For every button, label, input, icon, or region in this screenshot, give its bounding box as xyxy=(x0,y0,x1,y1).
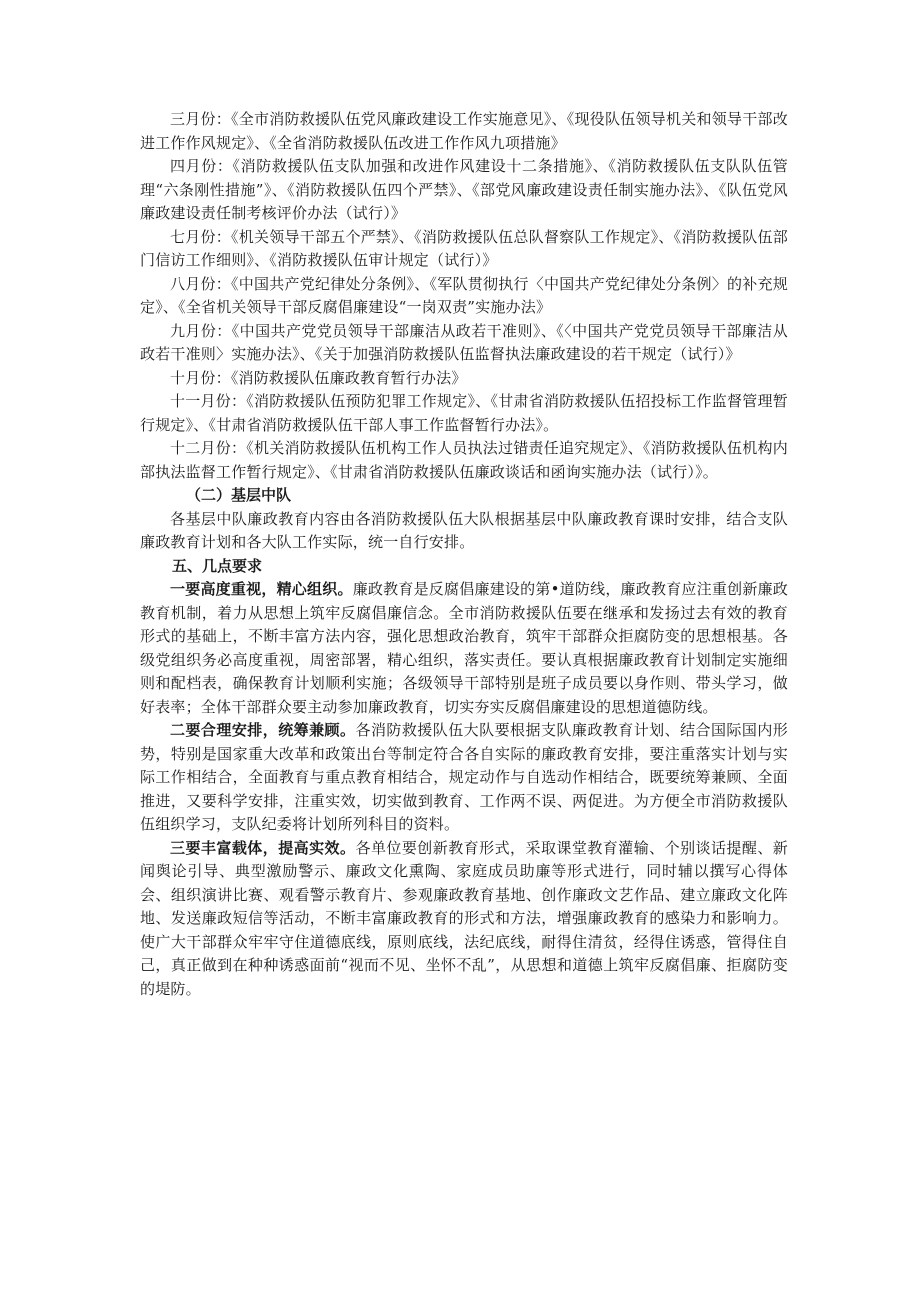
section-heading-requirements: 五、几点要求 xyxy=(172,556,263,575)
document-page xyxy=(140,108,788,1001)
month-text: 《中国共产党纪律处分条例》、《军队贯彻执行〈中国共产党纪律处分条例〉的补充规定》、《全省机关领导干部反腐倡廉建设“一岗双责”实施办法》 xyxy=(140,274,788,316)
section-text-grassroots: 各基层中队廉政教育内容由各消防救援队伍大队根据基层中队廉政教育课时安排，结合支队廉政教育计划和各大队工作实际，统一自行安排。 xyxy=(140,509,788,551)
schedule-september xyxy=(140,320,788,367)
schedule-march xyxy=(140,108,788,155)
requirement-lead: 一要高度重视，精心组织。 xyxy=(170,580,353,598)
requirement-text: 廉政教育是反腐倡廉建设的第•道防线，廉政教育应注重创新廉政教育机制，着力从思想上筑牢反腐倡廉信念。全市消防救援队伍要在继承和发扬过去有效的教育形式的基础上，不断丰富方法内容，强化思想政治教育，筑牢干部群众拒腐防变的思想根基。各级党组织务必高度重视，周密部署，精心组织，落实责任。要认真根据廉政教育计划制定实施细则和配档表，确保教育计划顺利实施；各级领导干部特别是班子成员要以身作则、带头学习，做好表率；全体干部群众要主动参加廉政教育，切实夯实反腐倡廉建设的思想道德防线。 xyxy=(140,580,788,716)
schedule-november xyxy=(140,390,788,437)
requirement-1 xyxy=(140,578,788,719)
month-label: 三月份： xyxy=(170,110,232,128)
requirement-2 xyxy=(140,719,788,837)
month-text: 《中国共产党党员领导干部廉洁从政若干准则》、《〈中国共产党党员领导干部廉洁从政若干准则〉实施办法》、《关于加强消防救援队伍监督执法廉政建设的若干规定（试行）》 xyxy=(140,321,788,363)
month-text: 《机关消防救援队伍机构工作人员执法过错责任追究规定》、《消防救援队伍机构内部执法监督工作暂行规定》、《甘肃省消防救援队伍廉政谈话和函询实施办法（试行）》。 xyxy=(140,439,788,481)
schedule-october xyxy=(140,367,788,391)
requirement-lead: 二要合理安排，统筹兼顾。 xyxy=(170,721,356,739)
month-text: 《消防救援队伍预防犯罪工作规定》、《甘肃省消防救援队伍招投标工作监督管理暂行规定》、《甘肃省消防救援队伍干部人事工作监督暂行办法》。 xyxy=(140,392,788,434)
requirement-3 xyxy=(140,837,788,1002)
schedule-december xyxy=(140,437,788,484)
month-label: 十二月份： xyxy=(170,439,247,457)
requirement-text: 各消防救援队伍大队要根据支队廉政教育计划、结合国际国内形势，特别是国家重大改革和政策出台等制定符合各自实际的廉政教育安排，要注重落实计划与实际工作相结合，全面教育与重点教育相结合，规定动作与自选动作相结合，既要统筹兼顾、全面推进，又要科学安排，注重实效，切实做到教育、工作两不误、两促进。为方便全市消防救援队伍组织学习，支队纪委将计划所列科目的资料。 xyxy=(140,721,788,833)
schedule-april xyxy=(140,155,788,226)
schedule-august xyxy=(140,273,788,320)
month-text: 《全市消防救援队伍党风廉政建设工作实施意见》、《现役队伍领导机关和领导干部改进工作作风规定》、《全省消防救援队伍改进工作作风九项措施》 xyxy=(140,110,788,152)
month-label: 七月份： xyxy=(170,227,231,246)
month-text: 《消防救援队伍支队加强和改进作风建设十二条措施》、《消防救援队伍支队队伍管理“六条刚性措施”》、《消防救援队伍四个严禁》、《部党风廉政建设责任制实施办法》、《队伍党风廉政建设责任制考核评价办法（试行）》 xyxy=(140,157,788,222)
section-heading-grassroots: （二）基层中队 xyxy=(186,486,292,504)
month-text: 《机关领导干部五个严禁》、《消防救援队伍总队督察队工作规定》、《消防救援队伍部门信访工作细则》、《消防救援队伍审计规定（试行）》 xyxy=(140,227,788,269)
month-label: 十月份： xyxy=(170,368,231,387)
schedule-july xyxy=(140,226,788,273)
requirement-text: 各单位要创新教育形式，采取课堂教育灌输、个别谈话提醒、新闻舆论引导、典型激励警示、廉政文化熏陶、家庭成员助廉等形式进行，同时辅以撰写心得体会、组织演讲比赛、观看警示教育片、参观廉政教育基地、创作廉政文艺作品、建立廉政文化阵地、发送廉政短信等活动，不断丰富廉政教育的形式和方法，增强廉政教育的感染力和影响力。使广大干部群众牢牢守住道德底线，原则底线，法纪底线，耐得住清贫，经得住诱惑，管得住自己，真正做到在种种诱惑面前“视而不见、坐怀不乱”，从思想和道德上筑牢反腐倡廉、拒腐防变的堤防。 xyxy=(140,838,788,998)
month-text: 《消防救援队伍廉政教育暂行办法》 xyxy=(230,368,467,387)
month-label: 八月份： xyxy=(170,274,232,293)
month-label: 四月份： xyxy=(170,157,233,175)
month-label: 九月份： xyxy=(170,321,232,340)
month-label: 十一月份： xyxy=(170,392,247,410)
requirement-lead: 三要丰富载体，提高实效。 xyxy=(170,838,356,857)
